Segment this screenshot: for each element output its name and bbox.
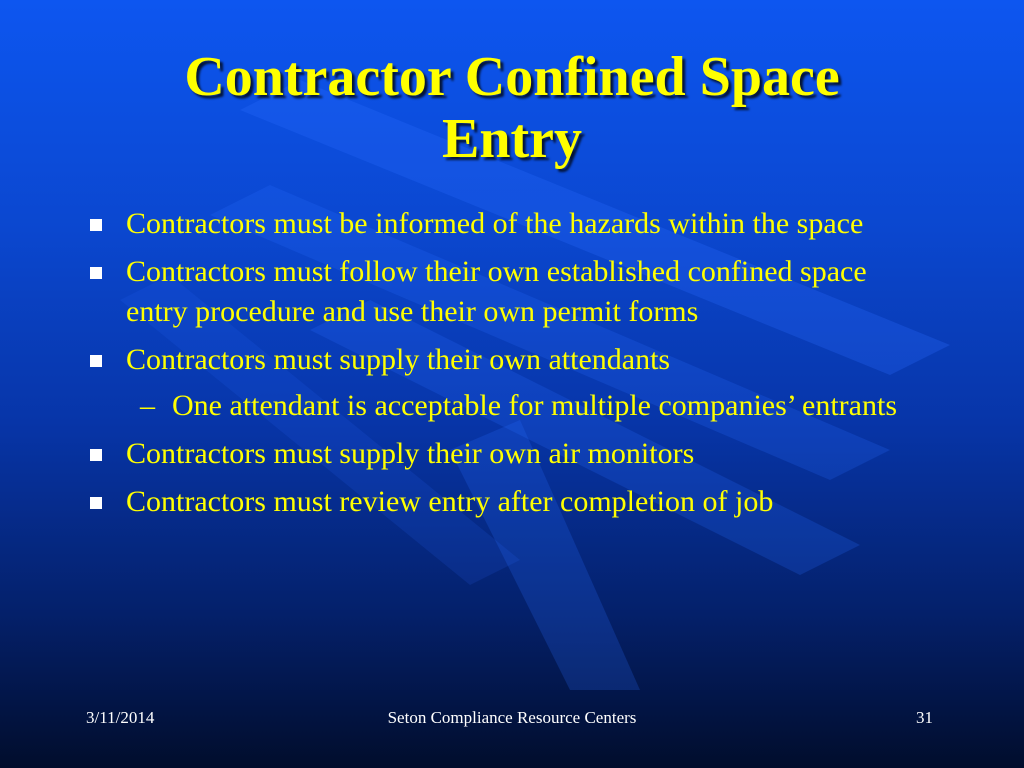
bullet-item: [86, 482, 906, 522]
bullet-text: Contractors must be informed of the hazards within the space: [126, 207, 864, 240]
bullet-item: [86, 252, 906, 332]
slide-title: [62, 46, 962, 170]
bullet-text: Contractors must follow their own established confined space entry procedure and use their own permit forms: [126, 255, 867, 328]
footer-date: 3/11/2014: [86, 708, 155, 727]
square-bullet-icon: [90, 219, 102, 231]
bullet-text: Contractors must supply their own air monitors: [126, 437, 695, 470]
sub-bullet-item: [132, 386, 906, 426]
title-line: Contractor Confined Space: [184, 46, 840, 108]
square-bullet-icon: [90, 355, 102, 367]
bullet-item: [86, 340, 906, 426]
dash-bullet-icon: –: [140, 389, 155, 422]
sub-bullet-list: [132, 386, 906, 426]
sub-bullet-text: One attendant is acceptable for multiple companies’ entrants: [172, 389, 897, 422]
square-bullet-icon: [90, 449, 102, 461]
square-bullet-icon: [90, 497, 102, 509]
bullet-text: Contractors must supply their own attendants: [126, 343, 671, 376]
bullet-list: [86, 204, 906, 530]
bullet-item: [86, 204, 906, 244]
bullet-item: [86, 434, 906, 474]
square-bullet-icon: [90, 267, 102, 279]
footer-organization: Seton Compliance Resource Centers: [387, 708, 637, 727]
title-line: Entry: [442, 108, 582, 170]
bullet-text: Contractors must review entry after completion of job: [126, 485, 774, 518]
footer-page-number: 31: [916, 708, 933, 727]
